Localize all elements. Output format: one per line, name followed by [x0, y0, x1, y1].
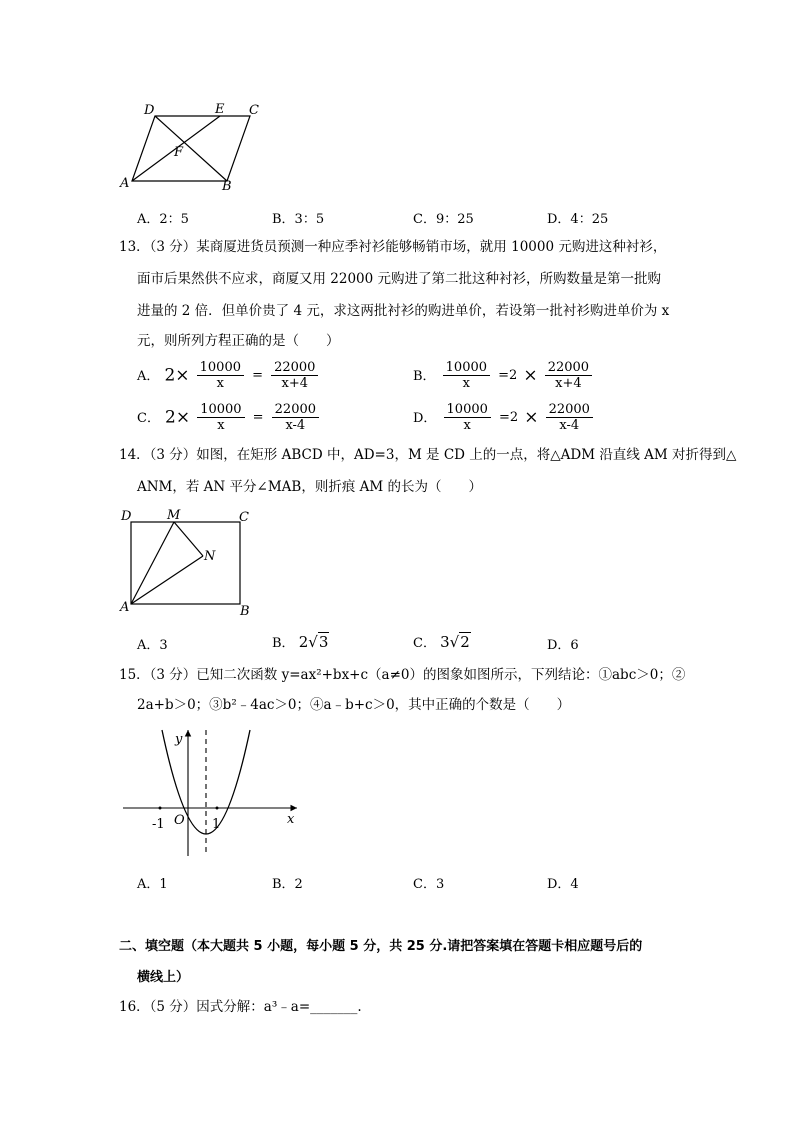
label-m: M: [167, 508, 181, 523]
section-2-heading-cont: 横线上）: [137, 970, 190, 985]
q13-line-2: 面市后果然供不应求，商厦又用 22000 元购进了第二批这种衬衫，所购数量是第一批购: [137, 271, 662, 287]
q15-option-c[interactable]: C．3: [413, 877, 445, 892]
line-mn: [174, 522, 203, 556]
q14-line-1: 14．（3 分）如图，在矩形 ABCD 中，AD=3，M 是 CD 上的一点，将△ADM 沿直线 AM 对折得到△: [119, 447, 737, 463]
q14-option-b[interactable]: B． 2√3: [272, 633, 329, 651]
q15-option-a[interactable]: A．1: [137, 877, 168, 892]
diagonal-db: [155, 116, 227, 181]
label-b: B: [222, 179, 232, 194]
label-a: A: [120, 600, 130, 615]
q12-option-b[interactable]: B．3：5: [272, 212, 325, 227]
rectangle-fold-figure: [112, 505, 262, 621]
rectangle-abcd: [131, 522, 240, 604]
q14-option-a[interactable]: A．3: [137, 638, 168, 653]
label-x: x: [287, 812, 295, 827]
radicand: 3: [318, 633, 329, 651]
q13-option-c[interactable]: C． 2× $\frac{10000}{x}$ = $\frac{22000}{x-4}$: [137, 402, 321, 433]
q15-line-1: 15．（3 分）已知二次函数 y=ax²+bx+c（a≠0）的图象如图所示，下列结论：①abc＞0；②: [119, 667, 686, 683]
label-d: D: [144, 103, 155, 118]
label-o: O: [174, 813, 185, 828]
tick-neg1: [159, 807, 162, 810]
label-f: F: [174, 145, 184, 160]
label-b: B: [240, 604, 250, 619]
q13-line-4: 元，则所列方程正确的是（ ）: [137, 333, 340, 349]
q13-option-a[interactable]: A． 2× $\frac{10000}{x}$ = $\frac{22000}{x+4}$: [137, 360, 320, 391]
q14-line-2: ANM，若 AN 平分∠MAB，则折痕 AM 的长为（ ）: [137, 479, 482, 495]
tick-1: [216, 807, 219, 810]
q15-option-b[interactable]: B．2: [272, 877, 303, 892]
label-e: E: [215, 102, 225, 117]
q12-option-d[interactable]: D．4：25: [547, 212, 609, 227]
q13-option-d[interactable]: D． $\frac{10000}{x}$ =2 × $\frac{22000}{x-4}$: [413, 402, 595, 433]
label-d: D: [121, 509, 132, 524]
radicand: 2: [460, 633, 470, 651]
q12-option-c[interactable]: C．9：25: [413, 212, 474, 227]
parallelogram-figure: [110, 98, 280, 196]
q13-line-1: 13．（3 分）某商厦进货员预测一种应季衬衫能够畅销市场，就用 10000 元购进这种衬衫，: [119, 239, 667, 255]
line-an: [131, 556, 203, 604]
q13-option-b[interactable]: B． $\frac{10000}{x}$ =2 × $\frac{22000}{x+4}$: [413, 360, 594, 391]
q15-option-d[interactable]: D．4: [547, 877, 579, 892]
label-1: 1: [212, 817, 221, 832]
label-n: N: [204, 549, 216, 564]
fold-line-am: [131, 522, 174, 604]
q12-option-a[interactable]: A．2：5: [137, 212, 189, 227]
section-2-heading: 二、填空题（本大题共 5 小题，每小题 5 分，共 25 分.请把答案填在答题卡相应题号后的: [119, 939, 643, 954]
parabola-graph: [115, 724, 315, 864]
q16-text: 16．（5 分）因式分解：a³﹣a=_______.: [119, 999, 362, 1015]
label-neg1: -1: [152, 817, 165, 832]
label-c: C: [239, 510, 249, 525]
label-a: A: [120, 176, 130, 191]
q15-line-2: 2a+b＞0；③b²﹣4ac＞0；④a﹣b+c＞0，其中正确的个数是（ ）: [137, 697, 571, 713]
label-y: y: [175, 732, 183, 747]
q14-option-d[interactable]: D．6: [547, 638, 579, 653]
q14-option-c[interactable]: C． 3√2: [413, 633, 470, 651]
label-c: C: [249, 103, 259, 118]
q13-line-3: 进量的 2 倍．但单价贵了 4 元，求这两批衬衫的购进单价，若设第一批衬衫购进单价为 x: [137, 303, 670, 319]
